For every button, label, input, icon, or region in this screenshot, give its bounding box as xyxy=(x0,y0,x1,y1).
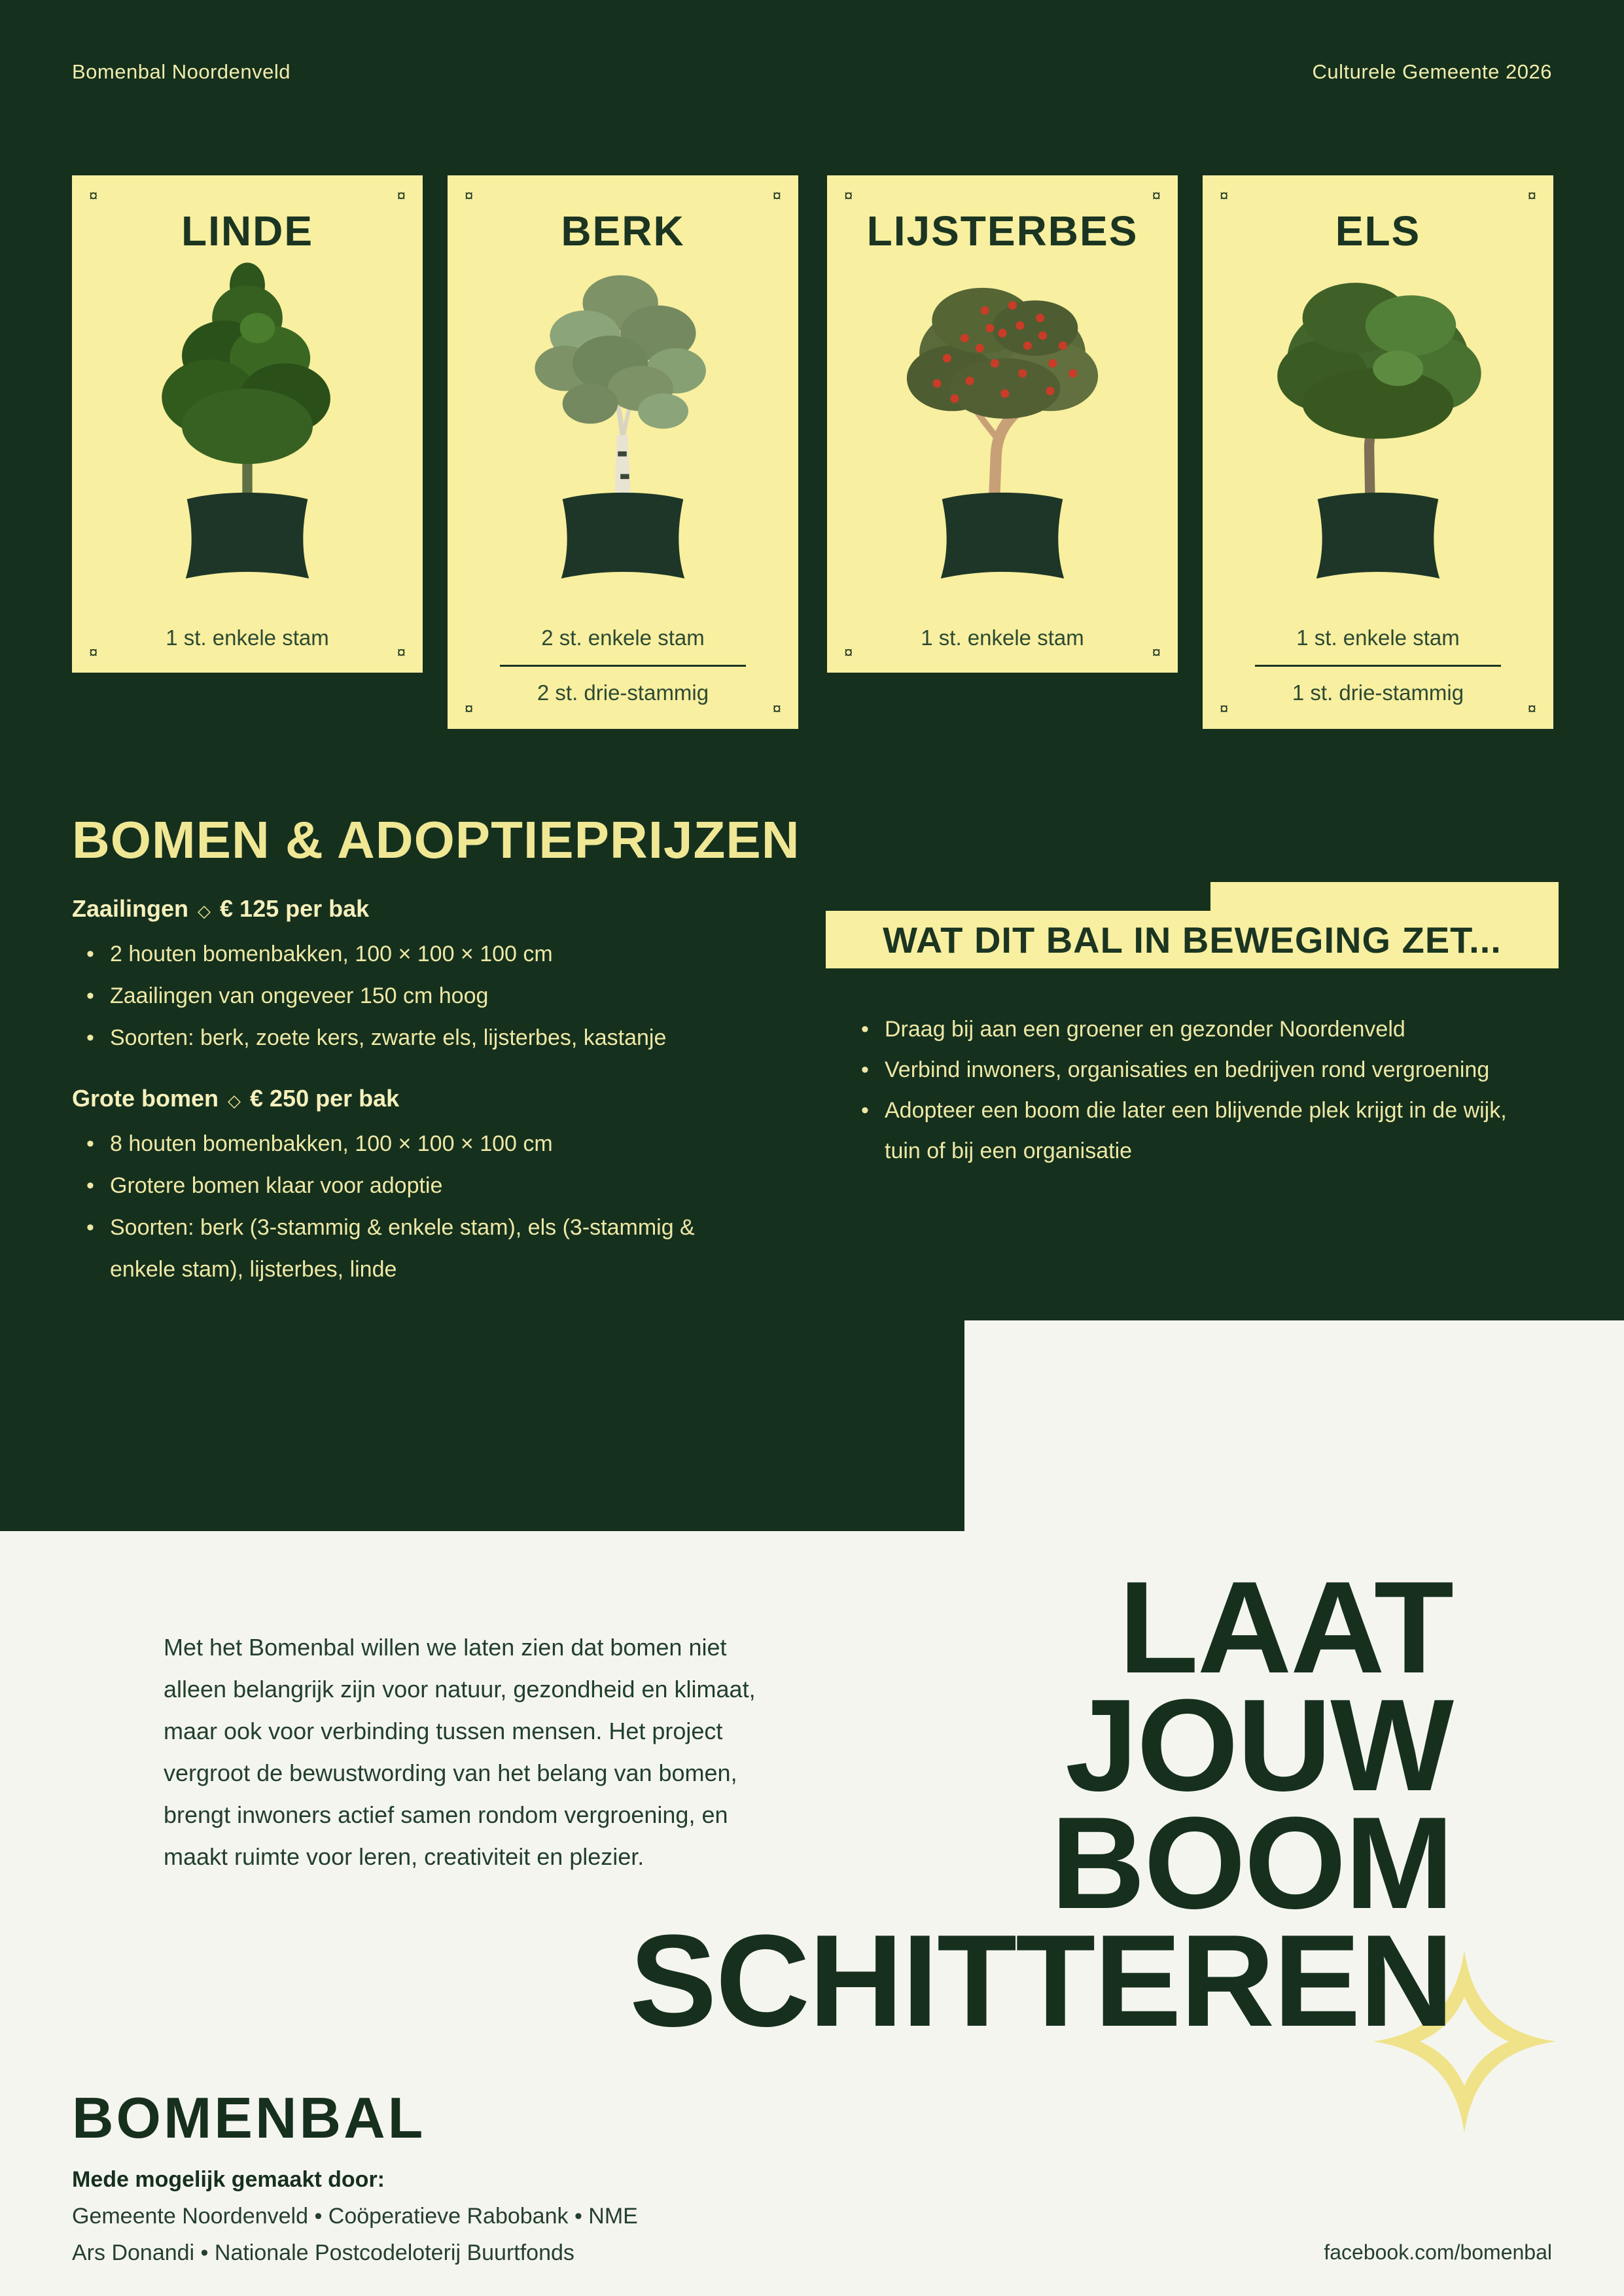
planter-bag-shape xyxy=(186,493,309,578)
list-item: • Verbind inwoners, organisaties en bedrijven rond vergroening xyxy=(847,1050,1514,1090)
headline-line: JOUW xyxy=(1065,1672,1453,1818)
tree-card-els xyxy=(1203,175,1553,729)
about-line: Met het Bomenbal willen we laten zien dat bomen niet xyxy=(164,1634,727,1661)
corner-mark-icon: ¤ xyxy=(1220,187,1229,205)
card-caption: 1 st. enkele stam xyxy=(921,626,1084,650)
card-caption: 1 st. enkele stam xyxy=(1296,626,1460,650)
corner-mark-icon: ¤ xyxy=(397,644,406,662)
about-line: maakt ruimte voor leren, creativiteit en plezier. xyxy=(164,1843,644,1870)
corner-mark-icon: ¤ xyxy=(1527,700,1536,718)
lijsterbes-tree-image xyxy=(858,253,1146,580)
corner-mark-icon: ¤ xyxy=(844,644,853,662)
list-item: • Draag bij aan een groener en gezonder Noordenveld xyxy=(847,1009,1514,1050)
price-group-title xyxy=(72,895,779,923)
diamond-separator-icon: ◇ xyxy=(228,1091,241,1110)
card-title: BERK xyxy=(561,207,685,255)
cream-notch-shape xyxy=(964,1320,1624,1532)
list-item: • Soorten: berk, zoete kers, zwarte els, lijsterbes, kastanje xyxy=(72,1017,700,1059)
corner-mark-icon: ¤ xyxy=(465,187,474,205)
headline-line: SCHITTEREN xyxy=(629,1908,1453,2054)
about-line: maar ook voor verbinding tussen mensen. Het project xyxy=(164,1718,723,1744)
corner-mark-icon: ¤ xyxy=(1152,644,1161,662)
about-line: vergroot de bewustwording van het belang van bomen, xyxy=(164,1759,737,1786)
credits-title: Mede mogelijk gemaakt door: xyxy=(72,2167,385,2192)
bomenbal-logo: BOMENBAL xyxy=(72,2085,426,2150)
corner-mark-icon: ¤ xyxy=(772,187,781,205)
corner-mark-icon: ¤ xyxy=(465,700,474,718)
movement-list xyxy=(847,1009,1553,1171)
caption-divider xyxy=(1255,665,1500,667)
card-title: LINDE xyxy=(181,207,313,255)
card-caption: 1 st. enkele stam xyxy=(166,626,329,650)
price-group-grote-bomen xyxy=(72,1085,779,1290)
price-group-zaailingen xyxy=(72,895,779,1059)
els-tree-image xyxy=(1234,253,1522,580)
sponsors-line: Gemeente Noordenveld • Coöperatieve Rabobank • NME xyxy=(72,2204,638,2229)
corner-mark-icon: ¤ xyxy=(1152,187,1161,205)
price-group-price: € 250 per bak xyxy=(250,1085,400,1112)
price-group-name: Grote bomen xyxy=(72,1085,219,1112)
corner-mark-icon: ¤ xyxy=(844,187,853,205)
tree-card-berk xyxy=(448,175,798,729)
list-item: • Zaailingen van ongeveer 150 cm hoog xyxy=(72,975,700,1017)
planter-bag-shape xyxy=(941,493,1064,578)
card-caption: 1 st. drie-stammig xyxy=(1292,680,1464,705)
linde-tree-image xyxy=(103,253,391,580)
list-item: • 8 houten bomenbakken, 100 × 100 × 100 cm xyxy=(72,1123,700,1165)
price-group-name: Zaailingen xyxy=(72,895,189,922)
corner-mark-icon: ¤ xyxy=(89,644,98,662)
tree-card-lijsterbes xyxy=(827,175,1178,673)
price-group-price: € 125 per bak xyxy=(220,895,370,922)
card-title: LIJSTERBES xyxy=(866,207,1139,255)
about-line: alleen belangrijk zijn voor natuur, gezondheid en klimaat, xyxy=(164,1676,756,1703)
headline-line: BOOM xyxy=(1050,1790,1453,1936)
headline-line: LAAT xyxy=(1118,1555,1453,1701)
caption-divider xyxy=(500,665,745,667)
tree-card-linde xyxy=(72,175,423,673)
facebook-link[interactable]: facebook.com/bomenbal xyxy=(1324,2240,1552,2264)
header-right-text: Culturele Gemeente 2026 xyxy=(1312,60,1552,83)
list-item: • Adopteer een boom die later een blijvende plek krijgt in de wijk, tuin of bij een organisatie xyxy=(847,1090,1514,1171)
price-item-list xyxy=(72,1123,779,1290)
corner-mark-icon: ¤ xyxy=(1220,700,1229,718)
movement-heading-box xyxy=(826,882,1559,968)
corner-mark-icon: ¤ xyxy=(772,700,781,718)
about-line: brengt inwoners actief samen rondom vergroening, en xyxy=(164,1801,728,1828)
prices-section-heading: BOMEN & ADOPTIEPRIJZEN xyxy=(72,811,800,869)
planter-bag-shape xyxy=(561,493,684,578)
price-group-title xyxy=(72,1085,779,1112)
list-item: • 2 houten bomenbakken, 100 × 100 × 100 cm xyxy=(72,933,700,975)
corner-mark-icon: ¤ xyxy=(1527,187,1536,205)
planter-bag-shape xyxy=(1316,493,1439,578)
list-item: • Grotere bomen klaar voor adoptie xyxy=(72,1165,700,1207)
list-item: • Soorten: berk (3-stammig & enkele stam), els (3-stammig & enkele stam), lijsterbes, linde xyxy=(72,1207,700,1290)
corner-mark-icon: ¤ xyxy=(397,187,406,205)
sponsors-line: Ars Donandi • Nationale Postcodeloterij Buurtfonds xyxy=(72,2240,574,2265)
header-left-text: Bomenbal Noordenveld xyxy=(72,60,291,83)
poster-headline xyxy=(629,1555,1453,2054)
diamond-separator-icon: ◇ xyxy=(198,901,211,921)
card-caption: 2 st. drie-stammig xyxy=(537,680,709,705)
berk-tree-image xyxy=(479,253,767,580)
corner-mark-icon: ¤ xyxy=(89,187,98,205)
price-item-list xyxy=(72,933,779,1059)
prices-column xyxy=(72,895,779,1290)
movement-heading: WAT DIT BAL IN BEWEGING ZET... xyxy=(883,919,1502,961)
card-title: ELS xyxy=(1335,207,1421,255)
card-caption: 2 st. enkele stam xyxy=(541,626,705,650)
